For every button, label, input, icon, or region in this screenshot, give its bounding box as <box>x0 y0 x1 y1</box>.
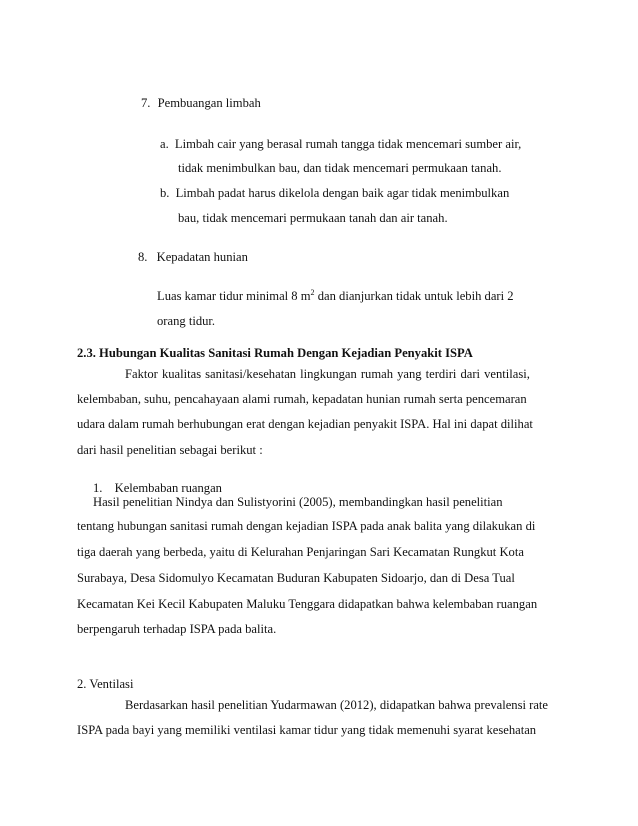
paragraph-line: ISPA pada bayi yang memiliki ventilasi kamar tidur yang tidak memenuhi syarat kesehatan <box>77 723 537 737</box>
sub-item-letter: a. <box>160 137 169 151</box>
item-8-continuation: orang tidur. <box>157 314 216 328</box>
paragraph-line: tentang hubungan sanitasi rumah dengan kejadian ISPA pada anak balita yang dilakukan di <box>77 519 536 533</box>
sub-item-letter: b. <box>160 186 170 200</box>
sub-item-text: Limbah cair yang berasal rumah tangga tidak mencemari sumber air, <box>174 137 522 151</box>
word: dari <box>460 367 481 381</box>
section-heading: 2.3. Hubungan Kualitas Sanitasi Rumah Dengan Kejadian Penyakit ISPA <box>77 346 473 360</box>
sub-item-text: Limbah padat harus dikelola dengan baik agar tidak menimbulkan <box>175 186 510 200</box>
paragraph-line: Berdasarkan hasil penelitian Yudarmawan (2012), didapatkan bahwa prevalensi rate <box>125 698 549 712</box>
word: kualitas <box>161 367 202 381</box>
item-8-text-part: Luas kamar tidur minimal 8 m <box>157 289 311 303</box>
subsection-heading-ventilasi: 2. Ventilasi <box>77 677 134 691</box>
list-item-8 <box>138 249 248 265</box>
word: sanitasi/kesehatan <box>205 367 297 381</box>
item-8-text-part: dan dianjurkan tidak untuk lebih dari 2 <box>314 289 514 303</box>
paragraph-line: Surabaya, Desa Sidomulyo Kecamatan Buduran Kabupaten Sidoarjo, dan di Desa Tual <box>77 571 515 585</box>
word: terdiri <box>425 367 457 381</box>
paragraph-line: Kecamatan Kei Kecil Kabupaten Maluku Tenggara didapatkan bahwa kelembaban ruangan <box>77 597 538 611</box>
list-number: 7. <box>141 96 151 110</box>
word: Faktor <box>125 367 158 381</box>
word: ventilasi, <box>484 367 530 381</box>
list-number: 8. <box>138 250 148 264</box>
word: yang <box>397 367 422 381</box>
paragraph-line: tiga daerah yang berbeda, yaitu di Kelurahan Penjaringan Sari Kecamatan Rungkut Kota <box>77 545 524 559</box>
sub-item-a <box>160 136 521 152</box>
paragraph-line: berpengaruh terhadap ISPA pada balita. <box>77 622 277 636</box>
sub-item-b-continuation: bau, tidak mencemari permukaan tanah dan air tanah. <box>178 211 448 225</box>
list-title: Kelembaban ruangan <box>114 481 222 495</box>
superscript: 2 <box>310 287 315 297</box>
paragraph-line: Hasil penelitian Nindya dan Sulistyorini (2005), membandingkan hasil penelitian <box>93 495 503 509</box>
list-title: Pembuangan limbah <box>157 96 261 110</box>
list-title: Kepadatan hunian <box>156 250 248 264</box>
paragraph-line: udara dalam rumah berhubungan erat dengan kejadian penyakit ISPA. Hal ini dapat dilihat <box>77 417 533 431</box>
paragraph-line <box>125 366 530 382</box>
list-number: 1. <box>93 481 103 495</box>
sub-item-a-continuation: tidak menimbulkan bau, dan tidak mencemari permukaan tanah. <box>178 161 502 175</box>
word: lingkungan <box>300 367 357 381</box>
word: rumah <box>360 367 394 381</box>
paragraph-line: kelembaban, suhu, pencahayaan alami rumah, kepadatan hunian rumah serta pencemaran <box>77 392 527 406</box>
list-item-7 <box>141 95 261 111</box>
item-8-text <box>157 288 514 304</box>
sub-item-b <box>160 185 509 201</box>
paragraph-line: dari hasil penelitian sebagai berikut : <box>77 443 263 457</box>
